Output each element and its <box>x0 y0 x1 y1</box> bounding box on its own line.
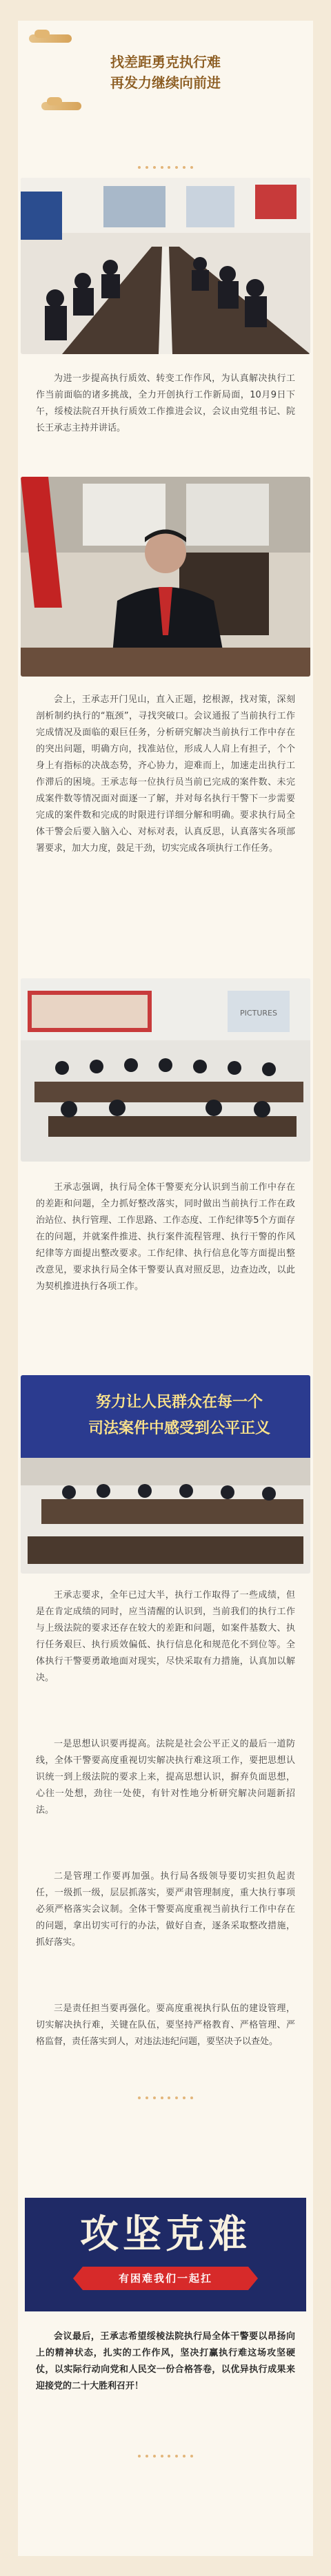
banner-title: 攻坚克难 <box>80 2212 251 2257</box>
paragraph-closing: 会议最后，王承志希望绥棱法院执行局全体干警要以昂扬向上的精神状态，扎实的工作作风，坚决打赢执行难这场攻坚硬仗，以实际行动向党和人民交一份合格答卷，以优异执行成果来迎接党的二十大胜利召开！ <box>36 2331 295 2391</box>
paragraph-meeting: 会上，王承志开门见山，直入正题，挖根源，找对策，深刻剖析制约执行的“瓶颈”，寻找突破口。会议通报了当前执行工作完成情况及面临的艰巨任务，分析研究解决当前执行工作中存在的突出问题，明确方向，找准站位，形成人人肩上有担子，个个身上有指标的决战态势，齐心协力，迎难而上，加速走出执行工作滞后的困境。王承志每一位执行员当前已完成的案件数、未完成案件数等情况面对面逐一了解，并对每名执行干警下一步需要完成的案件数和完成的时限进行详细分解和明确。要求执行局全体干警会后要入脑入心、对标对表，认真反思，认真落实各项部署要求，加大力度，鼓足干劲，切实完成各项执行工作任务。 <box>36 694 295 854</box>
meeting-photo-3 <box>21 1375 310 1574</box>
cloud-decoration-icon <box>29 34 72 43</box>
paragraph-point-three: 三是责任担当要再强化。要高度重视执行队伍的建设管理，切实解决执行难，关键在队伍，要坚持严格教育、严格管理、严格监督，责任落实到人，对违法违纪问题，要坚决予以查处。 <box>36 2003 295 2047</box>
paragraph-emphasis: 王承志强调，执行局全体干警要充分认识到当前工作中存在的差距和问题，全力抓好整改落实，同时做出当前执行工作在政治站位、执行管理、工作思路、工作态度、工作纪律等5个方面存在的问题，并就案件推进、执行案件流程管理、执行干警的作风纪律等方面提出整改要求。工作纪律、执行信息化等方面提出整改意见，要求执行局全体干警要认真对照反思，边查边改，以此为契机推进执行各项工作。 <box>36 1182 295 1292</box>
dotted-divider <box>138 2094 193 2101</box>
slogan-banner <box>25 2198 306 2311</box>
speaker-photo <box>21 477 310 677</box>
title-section <box>18 21 313 131</box>
photo-banner-line-1: 努力让人民群众在每一个 <box>95 1394 263 1411</box>
paragraph-intro: 为进一步提高执行质效、转变工作作风，为认真解决执行工作当前面临的诸多挑战，全力开创执行工作新局面，10月9日下午，绥棱法院召开执行质效工作推进会议，会议由党组书记、院长王承志主持并讲话。 <box>36 373 295 433</box>
banner-subtitle: 有困难我们一起扛 <box>83 2267 248 2290</box>
title-line-1: 找差距勇克执行难 <box>110 54 221 70</box>
cloud-decoration-icon <box>41 102 81 110</box>
photo-sign-text: PICTURES <box>240 1009 277 1018</box>
dotted-divider <box>138 2453 193 2460</box>
meeting-photo-2 <box>21 978 310 1162</box>
meeting-photo-1 <box>21 178 310 354</box>
paragraph-point-two: 二是管理工作要再加强。执行局各级领导要切实担负起责任，一级抓一级，层层抓落实，要严肃管理制度，重大执行事项必须严格落实会议制。全体干警要高度重视当前执行工作中存在的问题，拿出切实可行的办法，做好自查，逐条采取整改措施，抓好落实。 <box>36 1871 295 1948</box>
article-title <box>18 52 313 93</box>
dotted-divider <box>138 164 193 171</box>
paragraph-point-one: 一是思想认识要再提高。法院是社会公平正义的最后一道防线，全体干警要高度重视切实解决执行难这项工作，要把思想认识统一到上级法院的要求上来，提高思想认识，摒弃负面思想，心往一处想，劲往一处使，有针对性地分析研究解决问题新招法。 <box>36 1739 295 1815</box>
title-line-2: 再发力继续向前进 <box>110 74 221 91</box>
paragraph-requirement: 王承志要求，全年已过大半，执行工作取得了一些成绩，但是在肯定成绩的同时，应当清醒的认识到，当前我们的执行工作与上级法院的要求还存在较大的差距和问题，如案件基数大、执行任务艰巨、执行质效偏低、执行信息化和规范化不到位等。全体执行干警要勇敢地面对现实，尽快采取有力措施，认真加以解决。 <box>36 1590 295 1683</box>
photo-banner-line-2: 司法案件中感受到公平正义 <box>88 1420 271 1437</box>
